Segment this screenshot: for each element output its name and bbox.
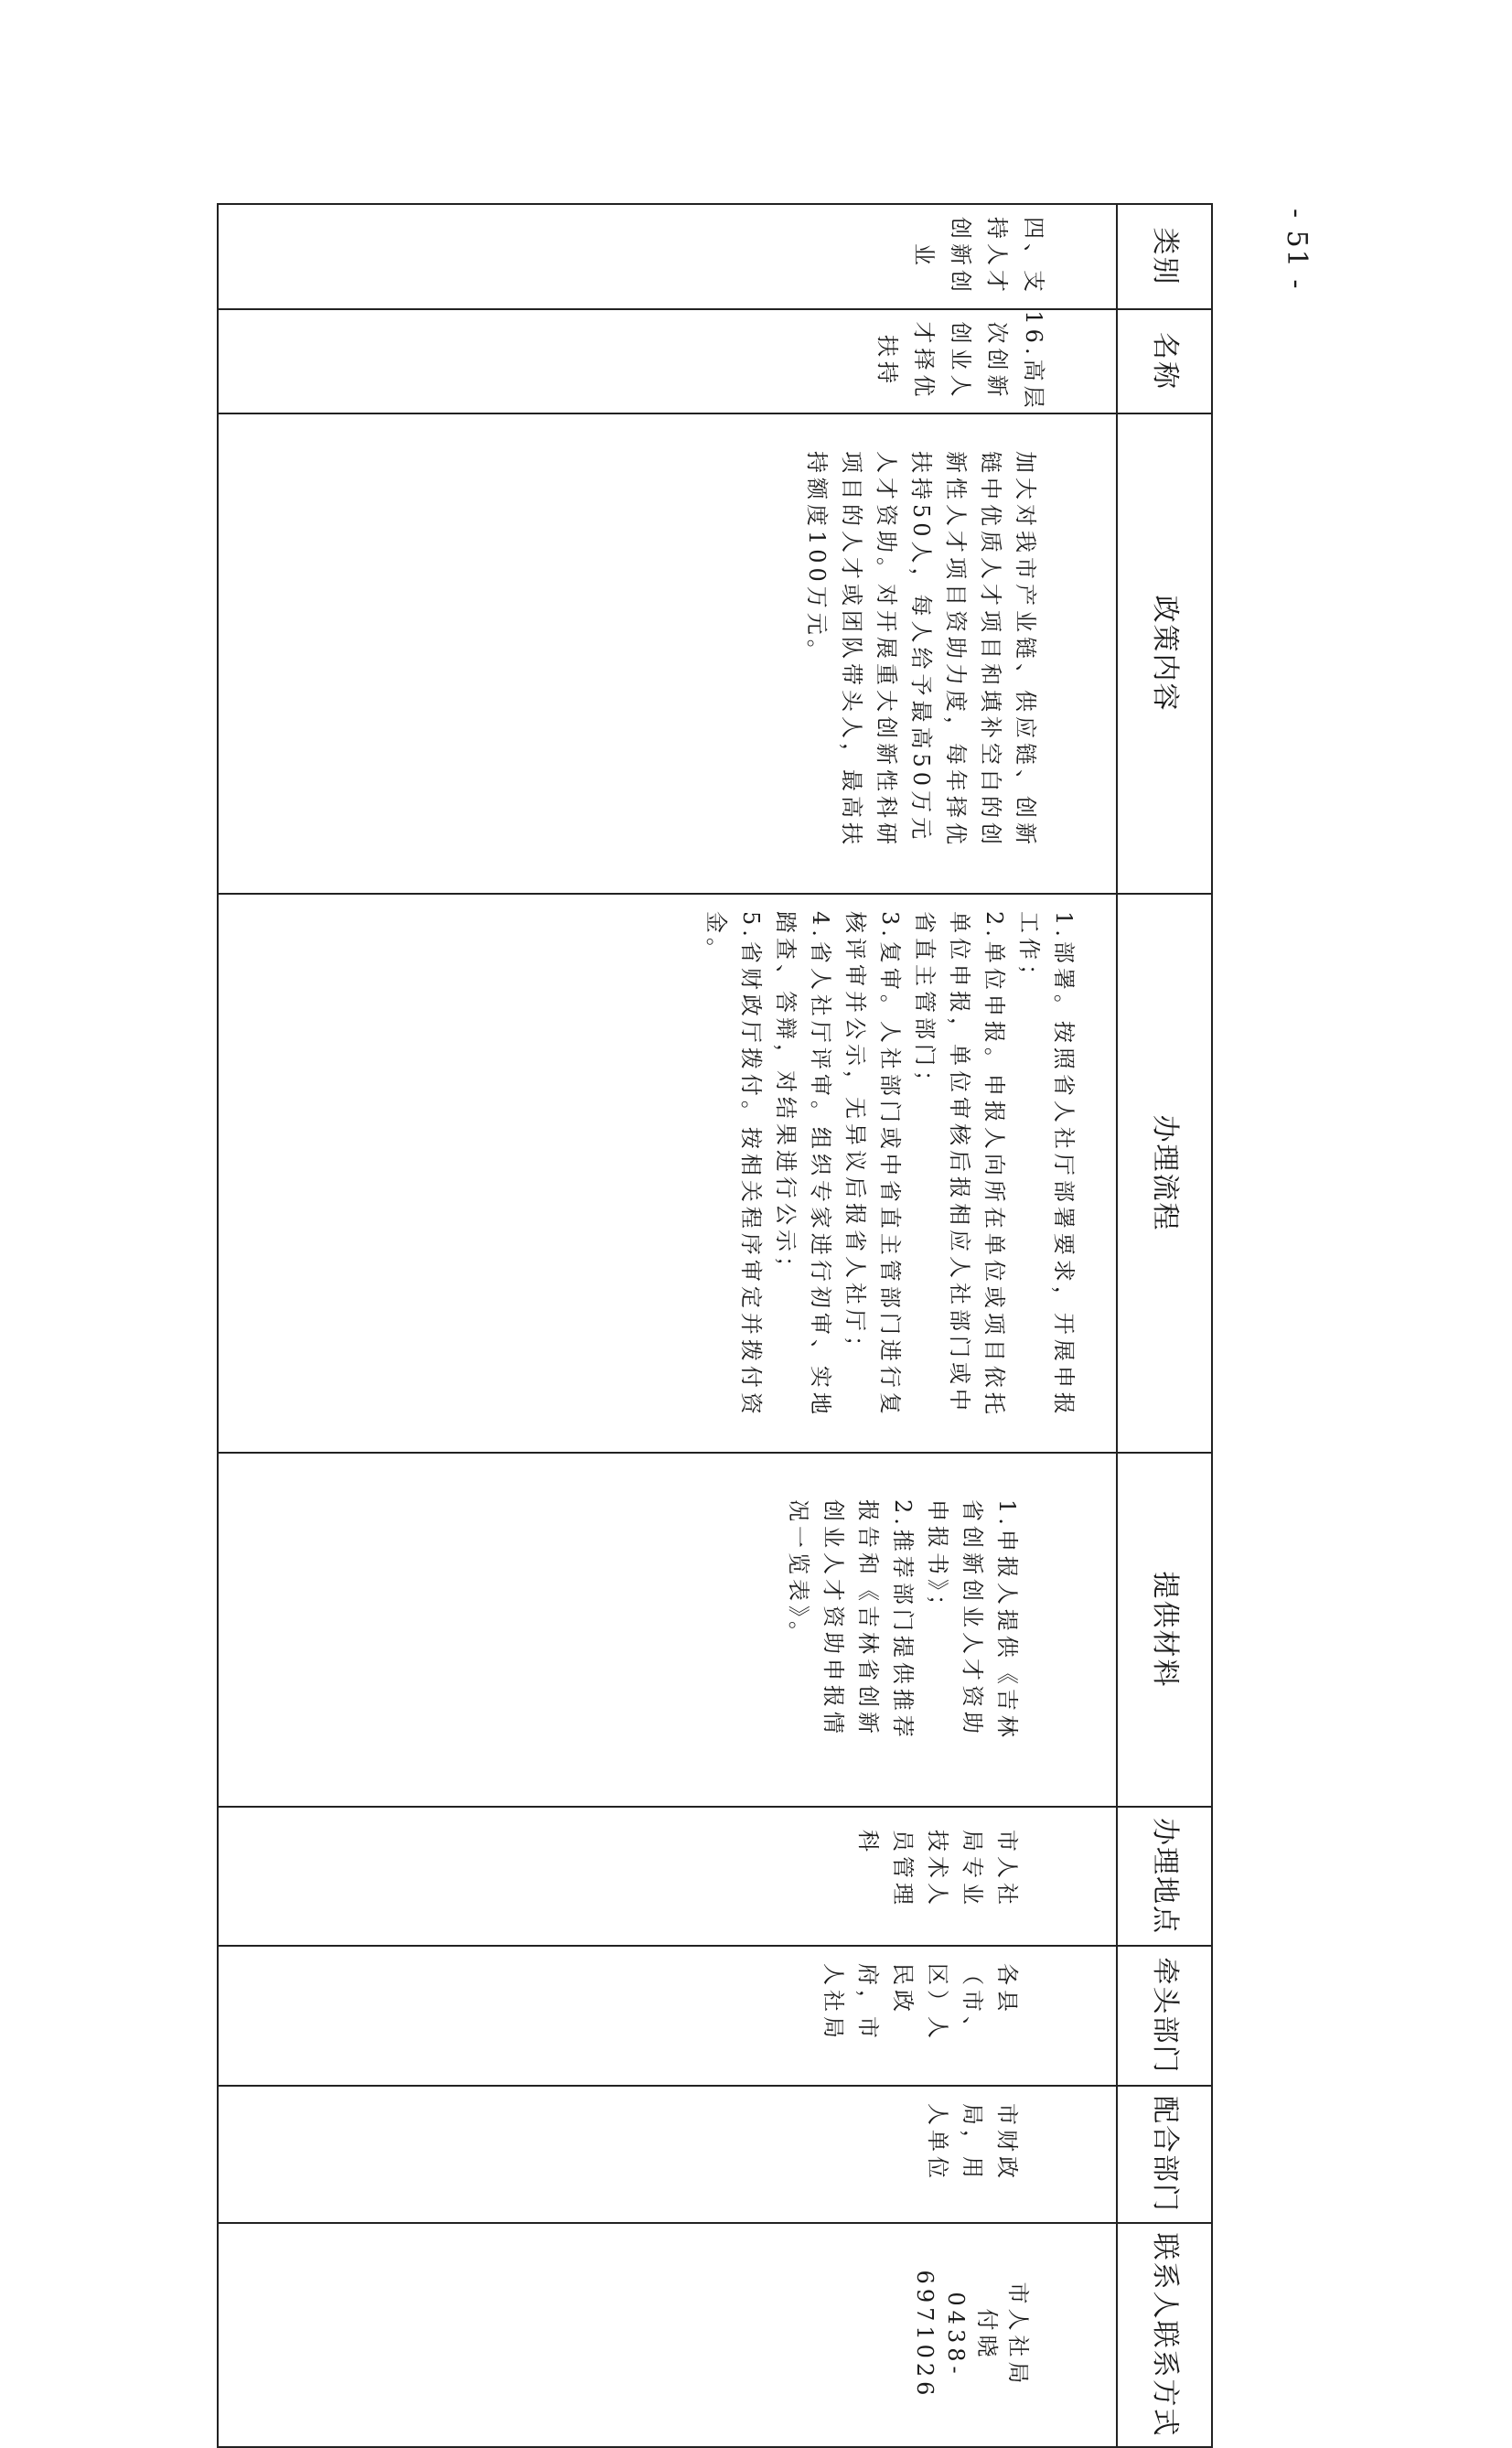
cell-place: 市人社局专业技术人员管理科 (218, 1807, 1117, 1946)
header-name: 名称 (1117, 309, 1212, 413)
contact-office: 市人社局 (1005, 2282, 1031, 2389)
material-item-2: 2.推荐部门提供推荐报告和《吉林省创新创业人才资助申报情况一览表》。 (786, 1499, 916, 1742)
process-step-3: 3.复审。人社部门或中省直主管部门进行复核评审并公示，无异议后报省人社厅； (842, 911, 903, 1419)
table-header-row (1117, 204, 1212, 2447)
material-item-1: 1.申报人提供《吉林省创新创业人才资助申报书》； (925, 1499, 1020, 1742)
header-process: 办理流程 (1117, 894, 1212, 1453)
header-content: 政策内容 (1117, 413, 1212, 894)
process-step-1: 1.部署。按照省人社厅部署要求，开展申报工作； (1016, 911, 1077, 1419)
process-step-2: 2.单位申报。申报人向所在单位或项目依托单位申报，单位审核后报相应人社部门或中省直主管部门； (912, 911, 1007, 1419)
header-category: 类别 (1117, 204, 1212, 309)
contact-phone-number: 6971026 (912, 2270, 938, 2400)
cell-materials (218, 1453, 1117, 1807)
header-cooperating-department: 配合部门 (1117, 2086, 1212, 2223)
cell-name: 16.高层次创新创业人才择优扶持 (218, 309, 1117, 413)
header-materials: 提供材料 (1117, 1453, 1212, 1807)
contact-phone-area: 0438- (943, 2292, 969, 2378)
page-number: - 51 - (1281, 209, 1313, 291)
process-step-5: 5.省财政厅拨付。按相关程序审定并拨付资金。 (703, 911, 764, 1419)
process-step-4: 4.省人社厅评审。组织专家进行初审、实地踏查、答辩，对结果进行公示； (773, 911, 833, 1419)
policy-table (217, 203, 1213, 2448)
table-row (218, 204, 1117, 2447)
cell-process (218, 894, 1117, 1453)
cell-contact (218, 2223, 1117, 2447)
cell-category: 四、支持人才创新创业 (218, 204, 1117, 309)
header-lead-department: 牵头部门 (1117, 1946, 1212, 2086)
header-contact: 联系人联系方式 (1117, 2223, 1212, 2447)
header-place: 办理地点 (1117, 1807, 1212, 1946)
contact-person: 付晓 (974, 2308, 1000, 2362)
policy-table-rotated (217, 203, 1213, 2438)
cell-content: 加大对我市产业链、供应链、创新链中优质人才项目和填补空白的创新性人才项目资助力度，每年择优扶持50人，每人给予最高50万元人才资助。对开展重大创新性科研项目的人才或团队带头人，最高扶持额度100万元。 (218, 413, 1117, 894)
cell-lead-department: 各县（市、区）人民政府，市人社局 (218, 1946, 1117, 2086)
cell-cooperating-department: 市财政局，用人单位 (218, 2086, 1117, 2223)
